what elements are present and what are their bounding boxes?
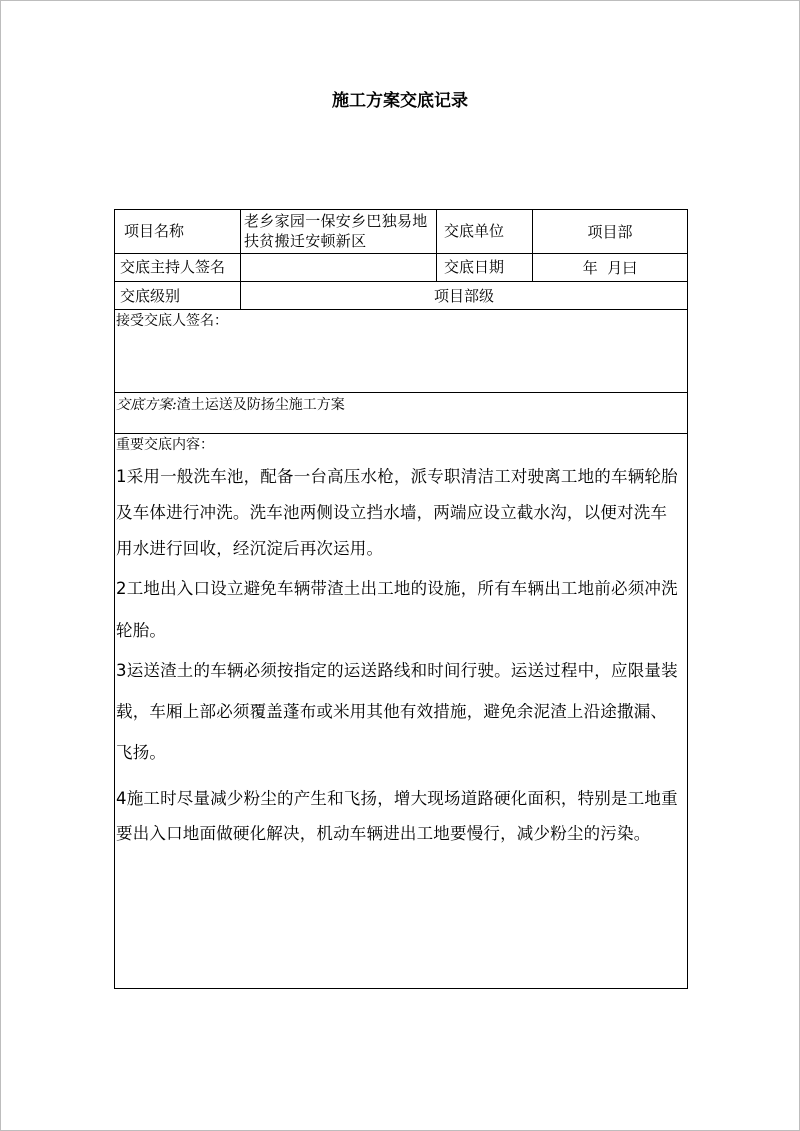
unit-label: 交底单位	[444, 222, 505, 240]
row-divider	[114, 309, 688, 310]
column-divider	[436, 209, 437, 281]
host-label: 交底主持人签名	[120, 258, 226, 276]
project-name-value: 老乡家园一保安乡巴独易地扶贫搬迁安顿新区	[244, 212, 428, 250]
level-label: 交底级别	[120, 287, 181, 305]
content-item-1: 1采用一般洗车池，配备一台高压水枪，派专职清洁工对驶离工地的车辆轮胎及车体进行冲洗。洗车池两侧设立挡水墙，两端应设立截水沟，以便对洗车用水进行回收，经沉淀后再次运用。	[116, 467, 678, 558]
row-divider	[114, 253, 688, 254]
row-divider	[114, 281, 688, 282]
unit-value: 项目部	[587, 223, 633, 241]
receiver-signature-label: 接受交底人签名：	[116, 313, 228, 329]
content-item-3: 3运送渣土的车辆必须按指定的运送路线和时间行驶。运送过程中，应限量装载，车厢上部必须覆盖蓬布或米用其他有效措施，避免余泥渣上沿途撒漏、飞扬。	[116, 661, 678, 762]
project-name-label: 项目名称	[124, 222, 185, 240]
row-divider	[114, 433, 688, 434]
plan-row	[116, 395, 345, 415]
date-value: 年 月曰	[582, 259, 638, 277]
level-value: 项目部级	[433, 287, 494, 305]
content-item-4: 4施工时尽量减少粉尘的产生和飞扬，增大现场道路硬化面积，特别是工地重要出入口地面做硬化解决，机动车辆进出工地要慢行，减少粉尘的污染。	[116, 789, 678, 843]
content-item-2: 2工地出入口设立避免车辆带渣土出工地的设施，所有车辆出工地前必须冲洗轮胎。	[116, 579, 678, 640]
row-divider	[114, 392, 688, 393]
content-label: 重要交底内容：	[116, 437, 214, 453]
plan-value: 渣土运送及防扬尘施工方案	[176, 397, 345, 413]
plan-label: 交底方案:	[116, 397, 177, 413]
date-label: 交底日期	[444, 258, 505, 276]
document-title: 施工方案交底记录	[332, 91, 468, 111]
